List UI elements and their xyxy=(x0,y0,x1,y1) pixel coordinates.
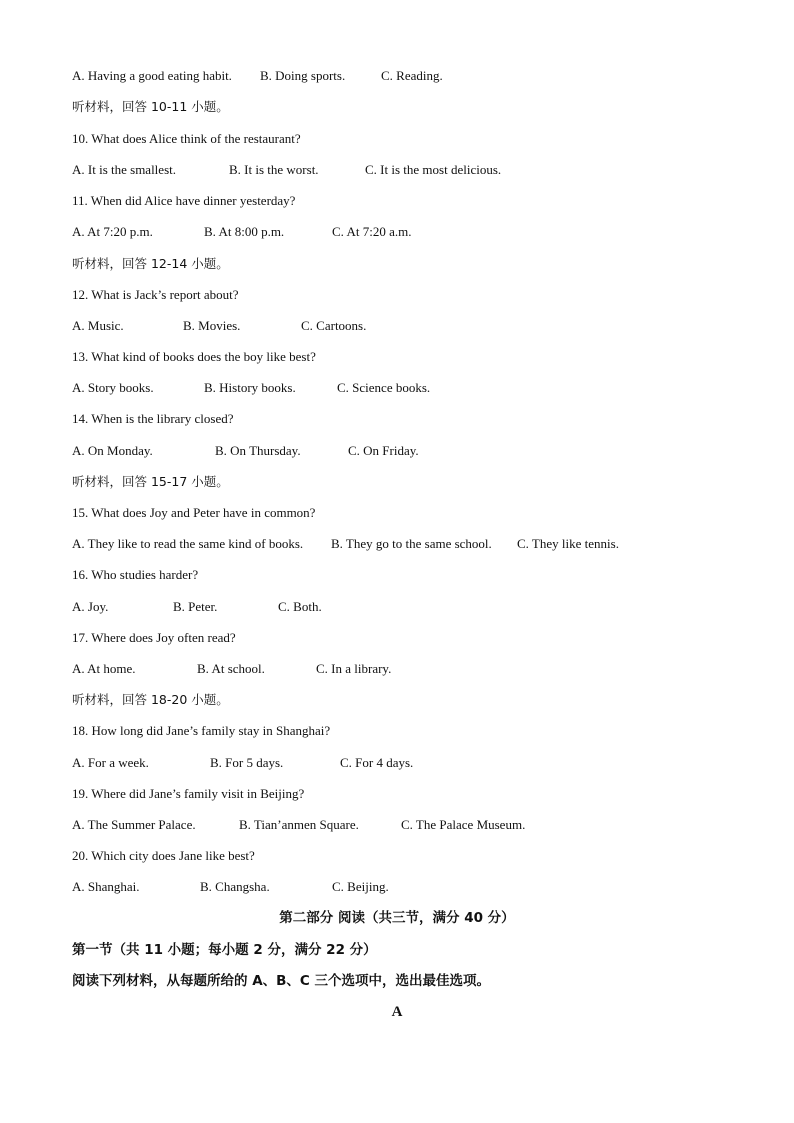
q9-option-a: A. Having a good eating habit. xyxy=(72,68,232,83)
instruction-10-11: 听材料，回答 10-11 小题。 xyxy=(72,99,229,114)
q14-option-c: C. On Friday. xyxy=(348,443,419,458)
q9-option-c: C. Reading. xyxy=(381,68,443,83)
q19-option-c: C. The Palace Museum. xyxy=(401,817,526,832)
q20-text: 20. Which city does Jane like best? xyxy=(72,848,255,863)
q10-text: 10. What does Alice think of the restaurant? xyxy=(72,131,301,146)
instruction-15-17: 听材料，回答 15-17 小题。 xyxy=(72,474,229,489)
q13-option-c: C. Science books. xyxy=(337,380,431,395)
q18-option-b: B. For 5 days. xyxy=(210,755,284,770)
q17-option-a: A. At home. xyxy=(72,661,136,676)
q20-option-c: C. Beijing. xyxy=(332,879,389,894)
q19-option-a: A. The Summer Palace. xyxy=(72,817,196,832)
section-one-title: 第一节（共 11 小题；每小题 2 分，满分 22 分） xyxy=(72,942,377,958)
q12-option-b: B. Movies. xyxy=(183,318,241,333)
passage-label: A xyxy=(391,1004,403,1020)
q20-option-a: A. Shanghai. xyxy=(72,879,140,894)
q10-option-a: A. It is the smallest. xyxy=(72,162,176,177)
q13-option-b: B. History books. xyxy=(204,380,296,395)
q12-text: 12. What is Jack’s report about? xyxy=(72,287,239,302)
q16-option-a: A. Joy. xyxy=(72,599,109,614)
reading-instruction: 阅读下列材料，从每题所给的 A、B、C 三个选项中，选出最佳选项。 xyxy=(72,973,491,989)
q15-text: 15. What does Joy and Peter have in common? xyxy=(72,505,316,520)
q16-option-c: C. Both. xyxy=(278,599,322,614)
q18-option-a: A. For a week. xyxy=(72,755,149,770)
q14-text: 14. When is the library closed? xyxy=(72,411,234,426)
q12-option-c: C. Cartoons. xyxy=(301,318,367,333)
q15-option-a: A. They like to read the same kind of books. xyxy=(72,536,304,551)
q9-option-b: B. Doing sports. xyxy=(260,68,346,83)
q15-option-b: B. They go to the same school. xyxy=(331,536,492,551)
q18-option-c: C. For 4 days. xyxy=(340,755,414,770)
q20-option-b: B. Changsha. xyxy=(200,879,270,894)
q11-text: 11. When did Alice have dinner yesterday? xyxy=(72,193,296,208)
q13-text: 13. What kind of books does the boy like best? xyxy=(72,349,316,364)
q12-option-a: A. Music. xyxy=(72,318,124,333)
q16-text: 16. Who studies harder? xyxy=(72,567,199,582)
instruction-18-20: 听材料，回答 18-20 小题。 xyxy=(72,692,229,707)
q13-option-a: A. Story books. xyxy=(72,380,154,395)
q14-option-a: A. On Monday. xyxy=(72,443,153,458)
instruction-12-14: 听材料，回答 12-14 小题。 xyxy=(72,256,229,271)
q18-text: 18. How long did Jane’s family stay in Shanghai? xyxy=(72,723,331,738)
part-two-title: 第二部分 阅读（共三节，满分 40 分） xyxy=(279,910,515,926)
q11-option-c: C. At 7:20 a.m. xyxy=(332,224,412,239)
q19-option-b: B. Tian’anmen Square. xyxy=(239,817,359,832)
q14-option-b: B. On Thursday. xyxy=(215,443,301,458)
q19-text: 19. Where did Jane’s family visit in Beijing? xyxy=(72,786,305,801)
q11-option-a: A. At 7:20 p.m. xyxy=(72,224,153,239)
q17-option-c: C. In a library. xyxy=(316,661,392,676)
q15-option-c: C. They like tennis. xyxy=(517,536,619,551)
q11-option-b: B. At 8:00 p.m. xyxy=(204,224,285,239)
q10-option-c: C. It is the most delicious. xyxy=(365,162,502,177)
q17-option-b: B. At school. xyxy=(197,661,265,676)
q10-option-b: B. It is the worst. xyxy=(229,162,319,177)
q17-text: 17. Where does Joy often read? xyxy=(72,630,236,645)
q16-option-b: B. Peter. xyxy=(173,599,218,614)
